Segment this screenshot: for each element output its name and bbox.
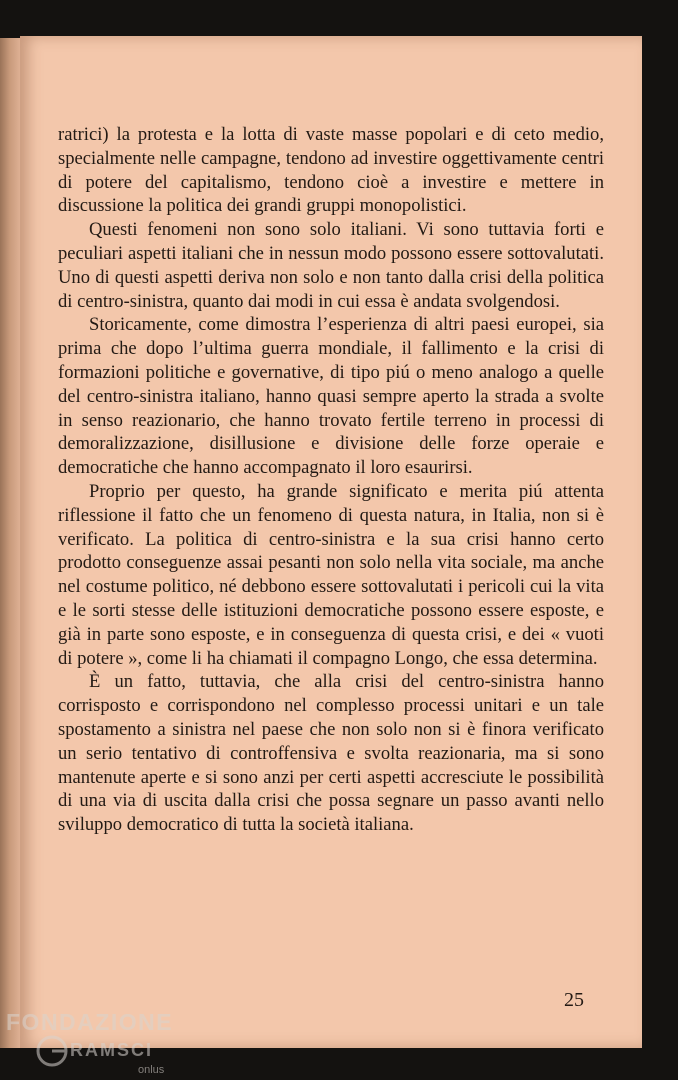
- book-page: [20, 36, 642, 1048]
- fondazione-gramsci-watermark: [4, 1003, 184, 1078]
- body-text: [58, 123, 604, 837]
- watermark-line-2: RAMSCI: [70, 1040, 153, 1060]
- paragraph-1: ratrici) la protesta e la lotta di vaste masse popolari e di ceto medio, specialmente nelle campagne, tendono ad investire oggettivamente centri di potere del capitalismo, tendono cioè a investire e mettere in discussione la politica dei grandi gruppi monopolistici.: [58, 124, 604, 217]
- paragraph-2: Questi fenomeni non sono solo italiani. Vi sono tuttavia forti e peculiari aspetti italiani che in nessun modo possono essere sottovalutati. Uno di questi aspetti deriva non solo e non tanto dalla crisi della politica di centro-sinistra, quanto dai modi in cui essa è andata svolgendosi.: [58, 219, 604, 312]
- page-number: 25: [564, 989, 584, 1011]
- paragraph-3: Storicamente, come dimostra l’esperienza di altri paesi europei, sia prima che dopo l’ultima guerra mondiale, il fallimento e la crisi di formazioni politiche e governative, di tipo piú o meno analogo a quelle del centro-sinistra italiano, hanno quasi sempre aperto la strada a svolte in senso reazionario, che hanno trovato fertile terreno in processi di demoralizzazione, disillusione e divisione delle forze operaie e democratiche che hanno accompagnato il loro esaurirsi.: [58, 314, 604, 479]
- watermark-line-1: FONDAZIONE: [6, 1009, 174, 1035]
- paragraph-4: Proprio per questo, ha grande significato e merita piú attenta riflessione il fatto che un fenomeno di questa natura, in Italia, non si è verificato. La politica di centro-sinistra e la sua crisi hanno certo prodotto conseguenze assai pesanti non solo nella vita sociale, ma anche nel costume politico, né debbono essere sottovalutati i pericoli cui la vita e le sorti stesse delle istituzioni democratiche possono essere esposte, e già in parte sono esposte, e in conseguenza di questa crisi, e dei « vuoti di potere », come li ha chiamati il compagno Longo, che essa determina.: [58, 480, 604, 669]
- book-spine-edge: [0, 38, 22, 1048]
- paragraph-5: È un fatto, tuttavia, che alla crisi del centro-sinistra hanno corrisposto e corrispondono nel complesso processi unitari e un tale spostamento a sinistra nel paese che non solo non si è finora verificato un serio tentativo di controffensiva e svolta reazionaria, ma si sono mantenute aperte e si sono anzi per certi aspetti accresciute le possibilità di una via di uscita dalla crisi che possa segnare un passo avanti nello sviluppo democratico di tutta la società italiana.: [58, 671, 604, 836]
- watermark-suffix: onlus: [138, 1064, 165, 1076]
